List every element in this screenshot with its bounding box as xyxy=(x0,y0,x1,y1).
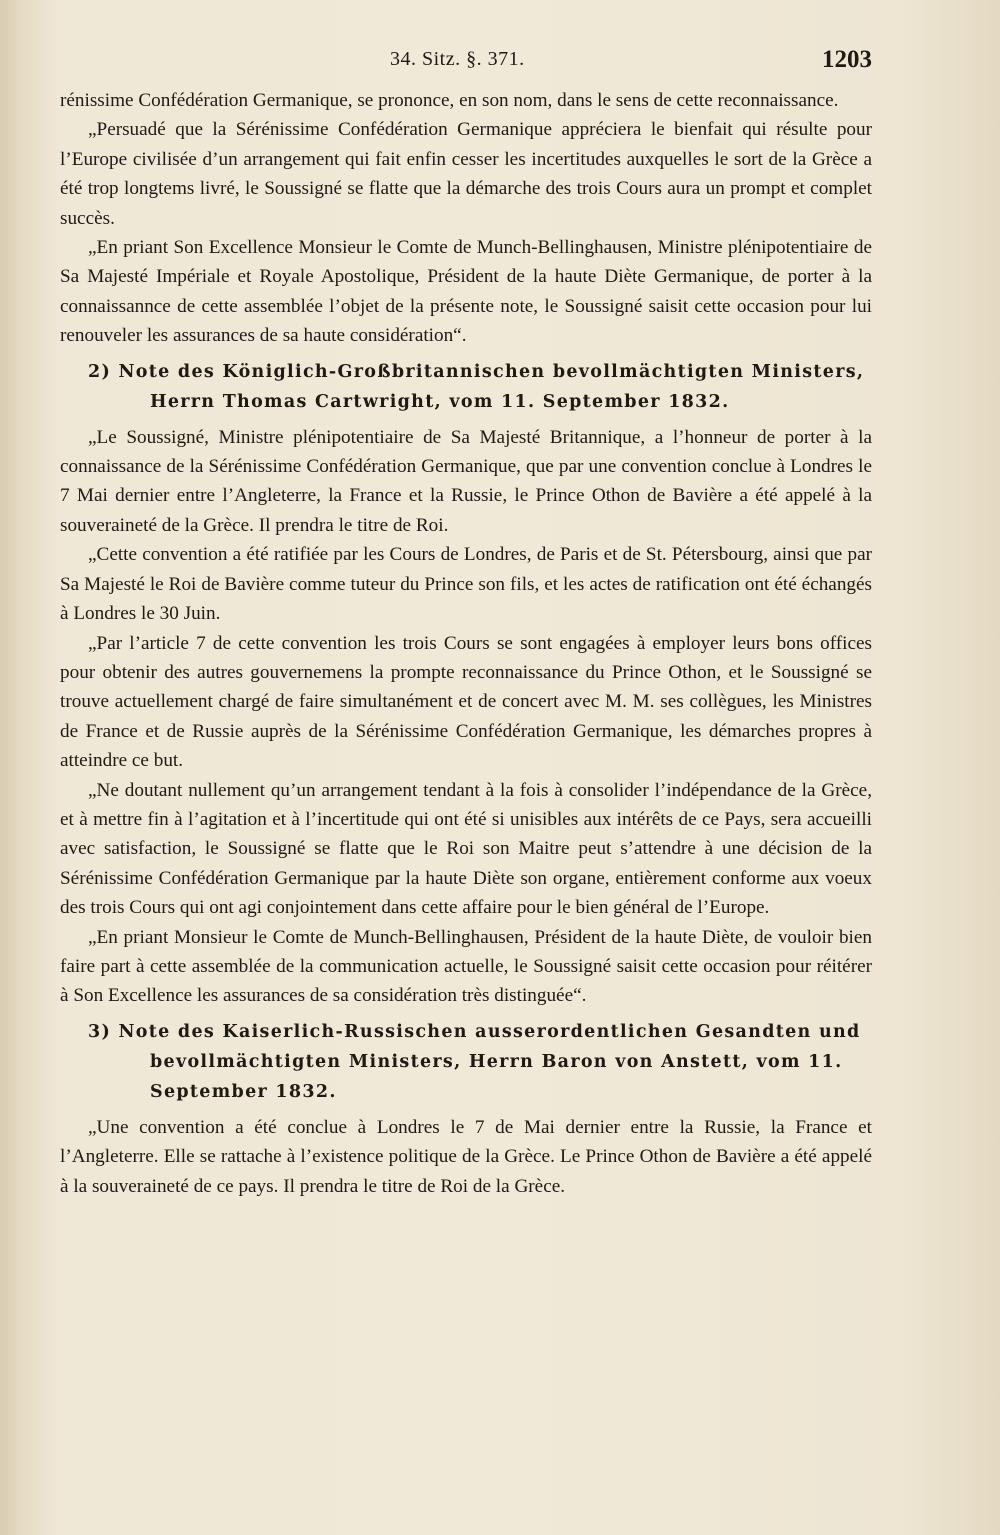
paragraph: „Le Soussigné, Ministre plénipotentiaire de Sa Majesté Britannique, a l’honneur de porter à la connaissance de la Sérénissime Confédération Germanique, que par une convention conclue à Londres le 7 Mai dernier entre l’Angleterre, la France et la Russie, le Prince Othon de Bavière a été appelé à la souveraineté de la Grèce. Il prendra le titre de Roi. xyxy=(60,426,872,536)
paragraph-continuation: rénissime Confédération Germanique, se prononce, en son nom, dans le sens de cette reconnaissance. xyxy=(60,90,839,111)
paragraph: „Ne doutant nullement qu’un arrangement tendant à la fois à consolider l’indépendance de la Grèce, et à mettre fin à l’agitation et à l’incertitude qui ont été si unisibles aux intérêts de ce Pays, sera accueilli avec satisfaction, le Soussigné se flatte que le Roi son Maitre peut s’attendre à une décision de la Sérénissime Confédération Germanique par la haute Diète son organe, entièrement conforme aux voeux des trois Cours qui ont agi conjointement dans cette affaire pour le bien général de l’Europe. xyxy=(60,779,872,919)
paragraph: „Persuadé que la Sérénissime Confédération Germanique appréciera le bienfait qui résulte pour l’Europe civilisée d’un arrangement qui fait enfin cesser les incertitudes auxquelles le sort de la Grèce a été trop longtems livré, le Soussigné se flatte que la démarche des trois Cours aura un prompt et complet succès. xyxy=(60,119,872,229)
paragraph: „En priant Son Excellence Monsieur le Comte de Munch-Bellinghausen, Ministre plénipotentiaire de Sa Majesté Impériale et Royale Apostolique, Président de la haute Diète Germanique, de porter à la connaissannce de cette assemblée l’objet de la présente note, le Soussigné saisit cette occasion pour lui renouveler les assurances de sa haute considération“. xyxy=(60,237,872,347)
body-text xyxy=(60,86,872,1201)
running-head: 34. Sitz. §. 371. xyxy=(390,48,525,70)
paragraph: „Cette convention a été ratifiée par les Cours de Londres, de Paris et de St. Pétersbourg, ainsi que par Sa Majesté le Roi de Bavière comme tuteur du Prince son fils, et les actes de ratification ont été échangés à Londres le 30 Juin. xyxy=(60,544,872,625)
paragraph: „Par l’article 7 de cette convention les trois Cours se sont engagées à employer leurs bons offices pour obtenir des autres gouvernemens la prompte reconnaissance du Prince Othon, et le Soussigné se trouve actuellement chargé de faire simultanément et de concert avec M. M. ses collègues, les Ministres de France et de Russie auprès de la Sérénissime Confédération Germanique, les démarches propres à atteindre ce but. xyxy=(60,632,872,772)
section-heading-british-note: 2) Note des Königlich-Großbritannischen bevollmächtigten Ministers, Herrn Thomas Cartwright, vom 11. September 1832. xyxy=(88,361,865,412)
page-number: 1203 xyxy=(822,46,872,73)
paragraph: „En priant Monsieur le Comte de Munch-Bellinghausen, Président de la haute Diète, de vouloir bien faire part à cette assemblée de la communication actuelle, le Soussigné saisit cette occasion pour réitérer à Son Excellence les assurances de sa considération très distinguée“. xyxy=(60,926,872,1007)
section-heading-russian-note: 3) Note des Kaiserlich-Russischen ausserordentlichen Gesandten und bevollmächtigten Ministers, Herrn Baron von Anstett, vom 11. September 1832. xyxy=(88,1021,861,1102)
page-header xyxy=(60,44,872,78)
paragraph: „Une convention a été conclue à Londres le 7 de Mai dernier entre la Russie, la France et l’Angleterre. Elle se rattache à l’existence politique de la Grèce. Le Prince Othon de Bavière a été appelé à la souveraineté de ce pays. Il prendra le titre de Roi de la Grèce. xyxy=(60,1116,872,1197)
